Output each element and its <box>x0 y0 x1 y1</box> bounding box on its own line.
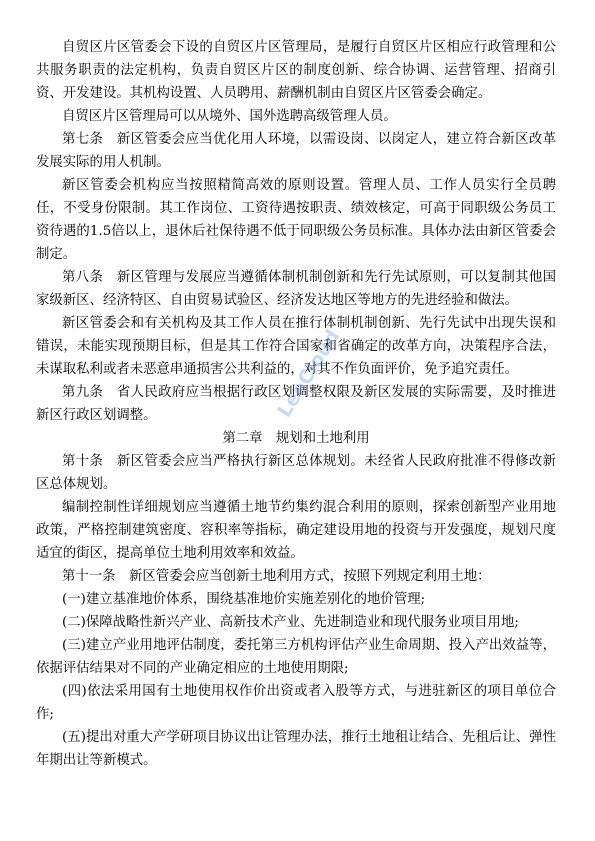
watermark-logo: LeeCloud <box>273 326 345 422</box>
list-item: (五)提出对重大产学研项目协议出让管理办法，推行土地租让结合、先租后让、弹性年期出让等新模式。 <box>36 730 556 768</box>
article-9: 第九条 省人民政府应当根据行政区划调整权限及新区发展的实际需要，及时推进新区行政区划调整。 <box>36 385 556 423</box>
paragraph: 新区管委会和有关机构及其工作人员在推行体制机制创新、先行先试中出现失误和错误，未能实现预期目标，但是其工作符合国家和省确定的改革方向，决策程序合法，未谋取私利或者未恶意串通损害公共利益的，对其不作负面评价，免予追究责任。 <box>36 316 556 377</box>
list-item: (二)保障战略性新兴产业、高新技术产业、先进制造业和现代服务业项目用地; <box>62 615 519 630</box>
paragraph: 新区管委会机构应当按照精简高效的原则设置。管理人员、工作人员实行全员聘任，不受身份限制。其工作岗位、工资待遇按职责、绩效核定，可高于同职级公务员工资待遇的1.5倍以上，退休后社保待遇不低于同职级公务员标准。具体办法由新区管委会制定。 <box>36 178 556 262</box>
article-10: 第十条 新区管委会应当严格执行新区总体规划。未经省人民政府批准不得修改新区总体规划。 <box>36 454 556 492</box>
paragraph: 自贸区片区管理局可以从境外、国外选聘高级管理人员。 <box>62 109 397 124</box>
paragraph: 编制控制性详细规划应当遵循土地节约集约混合利用的原则，探索创新型产业用地政策，严格控制建筑密度、容积率等指标，确定建设用地的投资与开发强度，规划尺度适宜的街区，提高单位土地利用效率和效益。 <box>36 500 556 561</box>
document-body <box>36 36 556 772</box>
article-7: 第七条 新区管委会应当优化用人环境，以需设岗、以岗定人，建立符合新区改革发展实际的用人机制。 <box>36 132 556 170</box>
paragraph: 自贸区片区管委会下设的自贸区片区管理局，是履行自贸区片区相应行政管理和公共服务职责的法定机构，负责自贸区片区的制度创新、综合协调、运营管理、招商引资、开发建设。其机构设置、人员聘用、薪酬机制由自贸区片区管委会确定。 <box>36 40 556 101</box>
list-item: (三)建立产业用地评估制度，委托第三方机构评估产业生命周期、投入产出效益等，依据评估结果对不同的产业确定相应的土地使用期限; <box>36 638 556 676</box>
article-8: 第八条 新区管理与发展应当遵循体制机制创新和先行先试原则，可以复制其他国家级新区、经济特区、自由贸易试验区、经济发达地区等地方的先进经验和做法。 <box>36 270 556 308</box>
chapter-heading: 第二章 规划和土地利用 <box>222 431 370 446</box>
article-11: 第十一条 新区管委会应当创新土地利用方式，按照下列规定利用土地： <box>62 569 491 584</box>
list-item: (四)依法采用国有土地使用权作价出资或者入股等方式，与进驻新区的项目单位合作; <box>36 684 556 722</box>
list-item: (一)建立基准地价体系，围绕基准地价实施差别化的地价管理; <box>62 592 426 607</box>
